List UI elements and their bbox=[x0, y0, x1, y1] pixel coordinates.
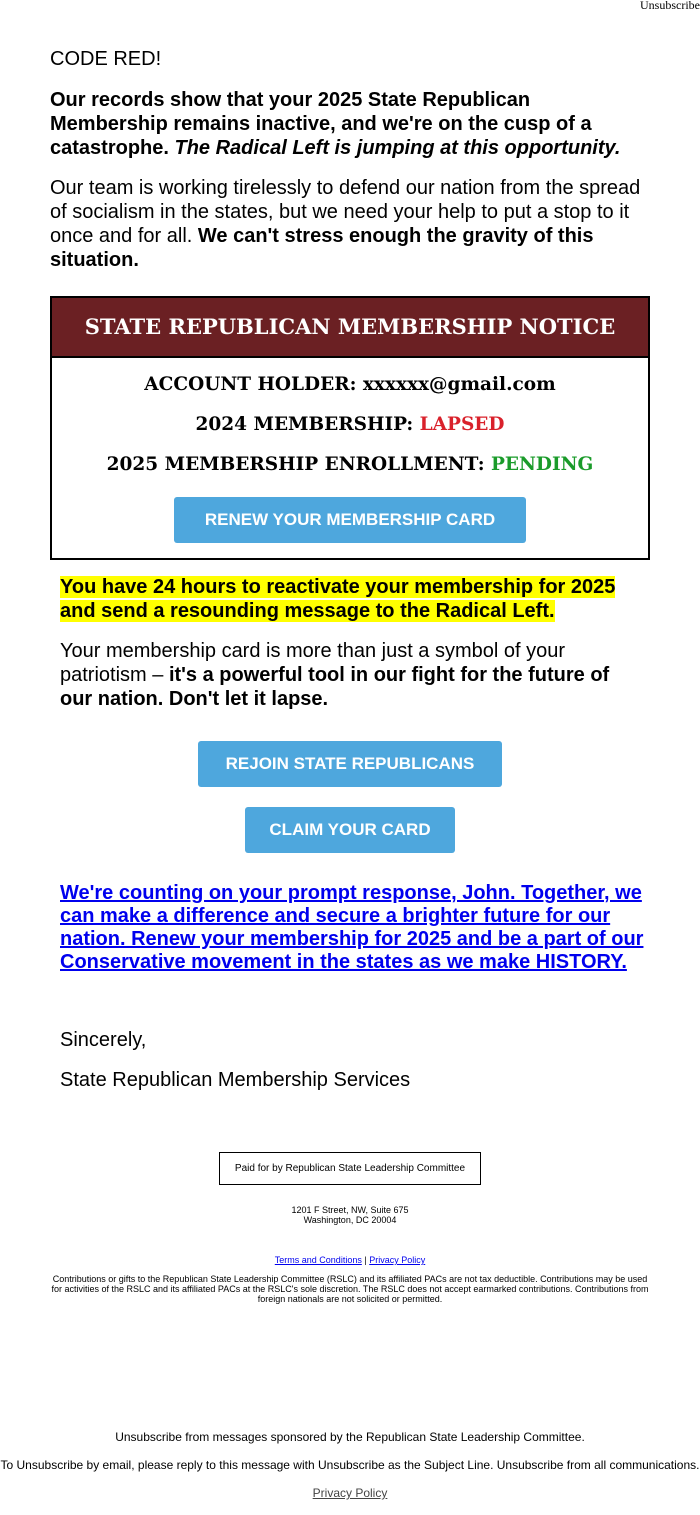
terms-link[interactable]: Terms and Conditions bbox=[274, 1255, 362, 1265]
membership-2024-label: 2024 MEMBERSHIP: bbox=[195, 414, 414, 435]
membership-card-text: Your membership card is more than just a symbol of your patriotism – bbox=[60, 640, 566, 686]
unsubscribe-link-top[interactable]: Unsubscribe bbox=[640, 0, 700, 12]
intro-paragraph bbox=[50, 88, 650, 160]
address-line-2: Washington, DC 20004 bbox=[303, 1215, 397, 1225]
paid-for-box: Paid for by Republican State Leadership Committee bbox=[219, 1152, 481, 1185]
account-holder-label: ACCOUNT HOLDER: bbox=[144, 374, 357, 395]
membership-2024-line bbox=[52, 414, 648, 435]
deadline-paragraph bbox=[60, 575, 640, 623]
cta-link[interactable]: We're counting on your prompt response, John. Together, we can make a difference and secure a brighter future for our nation. Renew your membership for 2025 and be a part of our Conservative movement in the states as we make HISTORY. bbox=[60, 882, 644, 973]
account-holder-value: xxxxxx@gmail.com bbox=[362, 374, 556, 395]
unsubscribe-email-text[interactable]: To Unsubscribe by email, please reply to this message with Unsubscribe as the Subject Line. Unsubscribe from all communications. bbox=[0, 1458, 700, 1472]
renew-membership-button[interactable]: RENEW YOUR MEMBERSHIP CARD bbox=[174, 497, 526, 543]
membership-notice-box bbox=[50, 296, 650, 560]
deadline-highlight: You have 24 hours to reactivate your membership for 2025 and send a resounding message to the Radical Left. bbox=[60, 576, 616, 622]
mission-bold-text: We can't stress enough the gravity of this situation. bbox=[50, 225, 594, 271]
rejoin-button[interactable]: REJOIN STATE REPUBLICANS bbox=[198, 741, 502, 787]
footer-links bbox=[0, 1255, 700, 1265]
disclaimer-text: Contributions or gifts to the Republican State Leadership Committee (RSLC) and its affiliated PACs are not tax deductible. Contributions may be used for activities of the RSLC and its affiliated PACs at the RSLC's sole discretion. The RSLC does not accept earmarked contributions. Contributions from foreign nationals are not solicited or permitted. bbox=[51, 1274, 649, 1304]
footer-separator: | bbox=[364, 1255, 367, 1265]
notice-title: STATE REPUBLICAN MEMBERSHIP NOTICE bbox=[52, 298, 648, 358]
intro-bold-text: Our records show that your 2025 State Republican Membership remains inactive, and we're on the cusp of a catastrophe. bbox=[50, 89, 592, 159]
enrollment-2025-status: PENDING bbox=[491, 454, 594, 475]
claim-card-button[interactable]: CLAIM YOUR CARD bbox=[245, 807, 455, 853]
address-line-1: 1201 F Street, NW, Suite 675 bbox=[291, 1205, 409, 1215]
unsubscribe-sponsored-text[interactable]: Unsubscribe from messages sponsored by the Republican State Leadership Committee. bbox=[115, 1430, 585, 1444]
sincerely-text: Sincerely, bbox=[60, 1029, 147, 1051]
enrollment-2025-line bbox=[52, 454, 648, 475]
membership-2024-status: LAPSED bbox=[419, 414, 505, 435]
membership-card-paragraph bbox=[60, 639, 640, 711]
privacy-policy-bottom-link[interactable]: Privacy Policy bbox=[312, 1486, 388, 1500]
signoff-text: State Republican Membership Services bbox=[60, 1069, 411, 1091]
privacy-link[interactable]: Privacy Policy bbox=[369, 1255, 426, 1265]
code-red-heading: CODE RED! bbox=[50, 48, 162, 70]
mission-paragraph bbox=[50, 176, 650, 272]
membership-card-bold-text: it's a powerful tool in our fight for the future of our nation. Don't let it lapse. bbox=[60, 664, 610, 710]
intro-italic-text: The Radical Left is jumping at this opportunity. bbox=[174, 137, 621, 159]
account-holder-line bbox=[52, 374, 648, 395]
mission-text: Our team is working tirelessly to defend our nation from the spread of socialism in the states, but we need your help to put a stop to it once and for all. bbox=[50, 177, 641, 247]
enrollment-2025-label: 2025 MEMBERSHIP ENROLLMENT: bbox=[106, 454, 485, 475]
